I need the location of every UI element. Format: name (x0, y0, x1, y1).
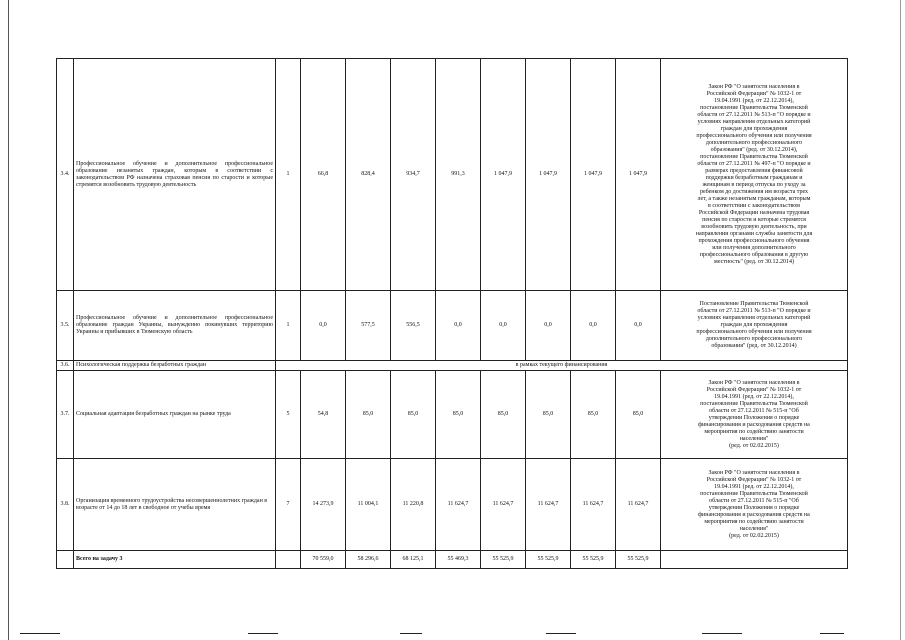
total-row (57, 551, 848, 569)
row-number: 3.7. (57, 371, 74, 459)
row-value: 11 624,7 (481, 459, 526, 551)
legal-basis: Постановление Правительства Тюменской области от 27.12.2011 № 513-п "О порядке и условиях направления отдельных категорий граждан для прохождения профессионального обучения или получения дополнительного профессионального образования" (ред. от 30.12.2014) (661, 291, 848, 361)
trim-mark (248, 633, 278, 634)
row-number: 3.6. (57, 361, 74, 371)
merged-financing-note: в рамках текущего финансирования (276, 361, 848, 371)
row-value: 1 047,9 (526, 59, 571, 291)
total-value: 58 296,6 (346, 551, 391, 569)
row-name: Социальная адаптация безработных граждан на рынке труда (74, 371, 276, 459)
row-unit: 7 (276, 459, 301, 551)
row-unit: 1 (276, 59, 301, 291)
table-row (57, 361, 848, 371)
page-edge-right (900, 0, 901, 640)
row-value: 11 624,7 (436, 459, 481, 551)
row-value: 11 624,7 (571, 459, 616, 551)
row-value: 11 624,7 (616, 459, 661, 551)
row-value: 85,0 (391, 371, 436, 459)
table-row (57, 459, 848, 551)
row-value: 11 624,7 (526, 459, 571, 551)
total-value: 55 525,9 (481, 551, 526, 569)
legal-basis: Закон РФ "О занятости населения в Российской Федерации" № 1032-1 от 19.04.1991 (ред. от 22.12.2014), постановление Правительства Тюменской области от 27.12.2011 № 515-п "Об утверждении Положения о порядке финансирования и расходования средств на мероприятия по содействию занятости населения" (ред. от 02.02.2015) (661, 371, 848, 459)
legal-basis: Закон РФ "О занятости населения в Российской Федерации" № 1032-1 от 19.04.1991 (ред. от 22.12.2014), постановление Правительства Тюменской области от 27.12.2011 № 515-п "Об утверждении Положения о порядке финансирования и расходования средств на мероприятия по содействию занятости населения" (ред. от 02.02.2015) (661, 459, 848, 551)
total-value: 70 559,0 (301, 551, 346, 569)
total-label: Всего на задачу 3 (74, 551, 276, 569)
row-value: 0,0 (571, 291, 616, 361)
row-value: 0,0 (481, 291, 526, 361)
total-value: 55 525,9 (526, 551, 571, 569)
total-value: 55 525,9 (616, 551, 661, 569)
trim-mark (820, 633, 844, 634)
trim-mark (546, 633, 576, 634)
row-name: Профессиональное обучение и дополнительное профессиональное образование незанятых граждан, которым в соответствии с законодательством РФ назначена страховая пенсия по старости и которые стремятся возобновить трудовую деятельность (74, 59, 276, 291)
row-value: 85,0 (571, 371, 616, 459)
row-name: Психологическая поддержка безработных граждан (74, 361, 276, 371)
row-value: 1 047,9 (481, 59, 526, 291)
row-value: 0,0 (301, 291, 346, 361)
row-value: 556,5 (391, 291, 436, 361)
row-value: 85,0 (436, 371, 481, 459)
row-value: 14 273,9 (301, 459, 346, 551)
page-edge-left (8, 0, 9, 640)
row-number: 3.5. (57, 291, 74, 361)
trim-mark (702, 633, 742, 634)
total-value: 68 125,1 (391, 551, 436, 569)
table-row (57, 371, 848, 459)
row-value: 1 047,9 (571, 59, 616, 291)
row-value: 991,3 (436, 59, 481, 291)
row-value: 85,0 (526, 371, 571, 459)
row-unit: 5 (276, 371, 301, 459)
row-value: 11 004,1 (346, 459, 391, 551)
row-name: Профессиональное обучение и дополнительное профессиональное образование граждан Украины, вынужденно покинувших территорию Украины и прибывших в Тюменскую область (74, 291, 276, 361)
row-value: 934,7 (391, 59, 436, 291)
row-number: 3.4. (57, 59, 74, 291)
trim-mark (400, 633, 422, 634)
row-value: 0,0 (436, 291, 481, 361)
legal-basis: Закон РФ "О занятости населения в Российской Федерации" № 1032-1 от 19.04.1991 (ред. от 22.12.2014), постановление Правительства Тюменской области от 27.12.2011 № 513-п "О порядке и условиях направления отдельных категорий граждан для прохождения профессионального обучения или получения дополнительного профессионального образования" (ред. от 30.12.2014), постановление Правительства Тюменской области от 27.12.2011 № 497-п "О порядке и размерах предоставления финансовой поддержки безработным гражданам и женщинам в период отпуска по уходу за ребенком до достижения им возраста трех лет, а также незанятым гражданам, которым в соответствии с законодательством Российской Федерации назначена трудовая пенсия по старости и которые стремятся возобновить трудовую деятельность, при направлении органами службы занятости для прохождения профессионального обучения или получения дополнительного профессионального образования в другую местность" (ред. от 30.12.2014) (661, 59, 848, 291)
row-number: 3.8. (57, 459, 74, 551)
row-value: 0,0 (526, 291, 571, 361)
row-value: 85,0 (481, 371, 526, 459)
program-table (56, 58, 848, 569)
trim-mark (20, 633, 60, 634)
row-value: 85,0 (346, 371, 391, 459)
row-value: 577,5 (346, 291, 391, 361)
row-value: 85,0 (616, 371, 661, 459)
row-value: 828,4 (346, 59, 391, 291)
row-value: 11 220,8 (391, 459, 436, 551)
row-value: 0,0 (616, 291, 661, 361)
total-value: 55 469,3 (436, 551, 481, 569)
row-name: Организация временного трудоустройства несовершеннолетних граждан в возрасте от 14 до 18 лет в свободное от учебы время (74, 459, 276, 551)
total-value: 55 525,9 (571, 551, 616, 569)
row-unit: 1 (276, 291, 301, 361)
table-row (57, 291, 848, 361)
row-value: 54,8 (301, 371, 346, 459)
row-value: 1 047,9 (616, 59, 661, 291)
table-row (57, 59, 848, 291)
row-value: 66,8 (301, 59, 346, 291)
